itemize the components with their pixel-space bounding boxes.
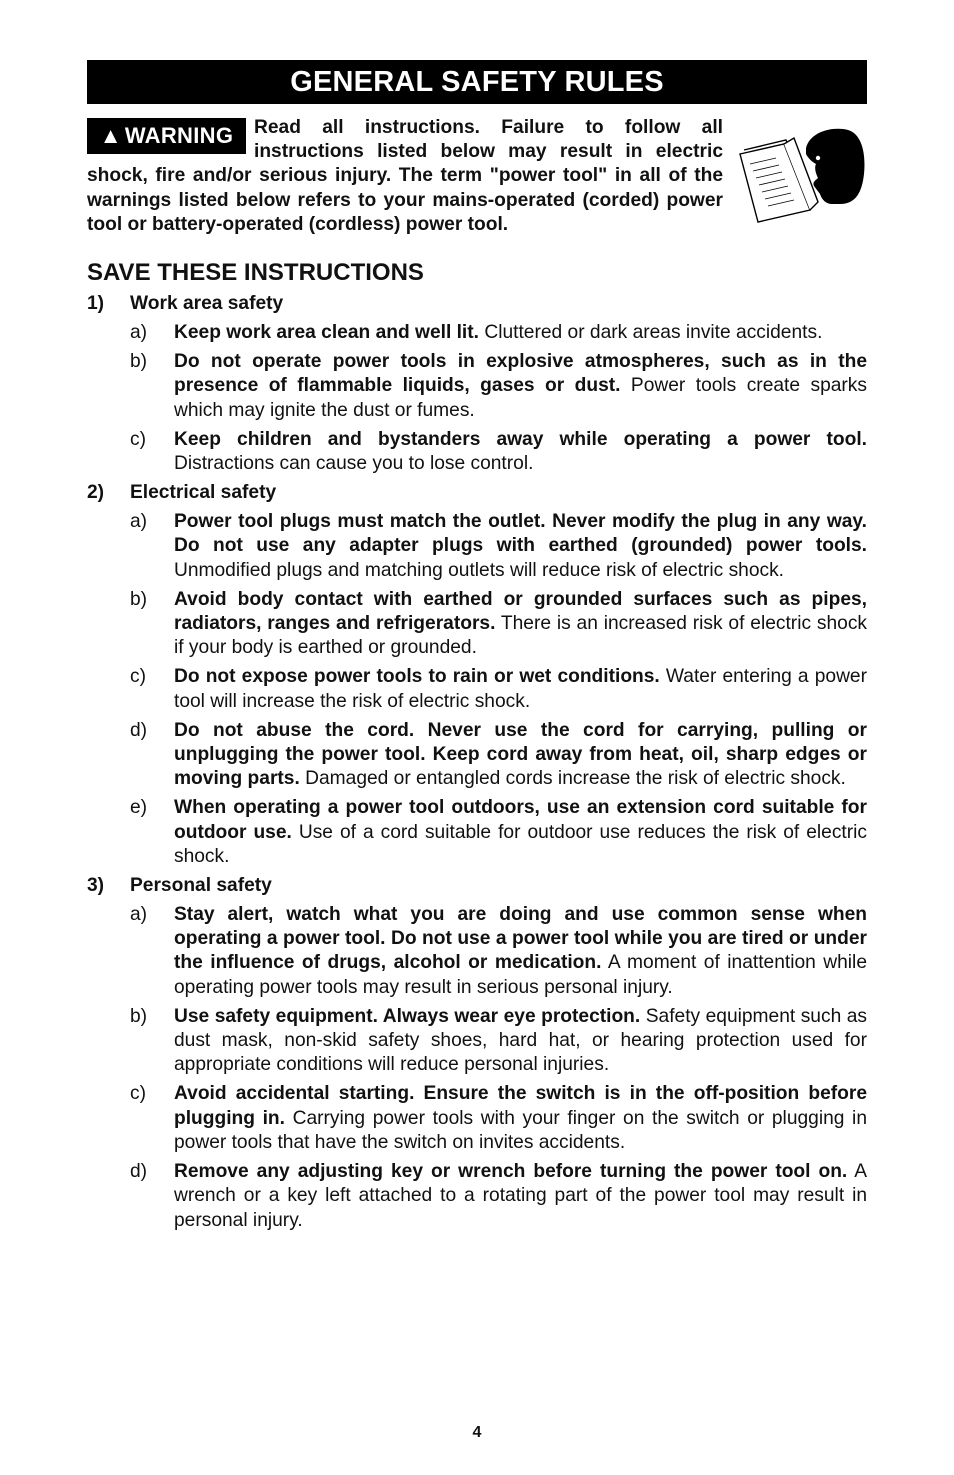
rule-item bbox=[87, 903, 867, 1000]
rule-item bbox=[87, 428, 867, 476]
rule-bold-text: Keep children and bystanders away while operating a power tool. bbox=[174, 428, 867, 450]
rule-letter: c) bbox=[130, 1083, 146, 1105]
rule-text bbox=[174, 1082, 867, 1155]
section-heading bbox=[87, 292, 867, 316]
rule-letter: a) bbox=[130, 904, 148, 926]
save-instructions-heading: SAVE THESE INSTRUCTIONS bbox=[87, 259, 424, 286]
rule-bold-text: Power tool plugs must match the outlet. Never modify the plug in any way. Do not use any adapter plugs with earthed (grounded) power tools. bbox=[174, 511, 867, 557]
section-number: 3) bbox=[87, 875, 105, 897]
rule-normal-text: There is an increased risk of electric shock if your body is earthed or grounded. bbox=[174, 613, 868, 659]
rule-bold-text: Do not operate power tools in explosive atmospheres, such as in the presence of flammable liquids, gases or dust. bbox=[174, 351, 867, 397]
rule-bold-text: Keep work area clean and well lit. bbox=[174, 322, 479, 343]
rule-normal-text: A wrench or a key left attached to a rotating part of the power tool may result in personal injury. bbox=[174, 1161, 868, 1231]
rule-item bbox=[87, 321, 867, 345]
warning-badge bbox=[87, 118, 246, 154]
rule-text bbox=[174, 719, 867, 792]
section-number: 1) bbox=[87, 293, 105, 314]
rule-normal-text: Cluttered or dark areas invite accidents. bbox=[479, 322, 823, 343]
section-heading bbox=[87, 481, 867, 505]
rule-text bbox=[174, 796, 867, 869]
section-title: Personal safety bbox=[130, 875, 272, 897]
rule-letter: d) bbox=[130, 719, 148, 741]
rule-item bbox=[87, 719, 867, 792]
rule-item bbox=[87, 510, 867, 583]
rule-letter: c) bbox=[130, 428, 146, 450]
rule-item bbox=[87, 350, 867, 423]
rule-text bbox=[174, 1160, 867, 1233]
rule-normal-text: Unmodified plugs and matching outlets will reduce risk of electric shock. bbox=[174, 559, 785, 581]
section-number: 2) bbox=[87, 482, 105, 504]
rule-item bbox=[87, 1160, 867, 1233]
rule-normal-text: Power tools create sparks which may ignite the dust or fumes. bbox=[174, 375, 867, 421]
rule-normal-text: Carrying power tools with your finger on the switch or plugging in power tools that have the switch on invites accidents. bbox=[174, 1107, 867, 1153]
rule-item bbox=[87, 1005, 867, 1078]
rule-normal-text: A moment of inattention while operating power tools may result in serious personal injury. bbox=[174, 952, 867, 998]
rule-text bbox=[174, 1005, 867, 1078]
warning-label: WARNING bbox=[124, 122, 234, 148]
rule-letter: e) bbox=[130, 797, 148, 819]
rule-letter: d) bbox=[130, 1161, 148, 1183]
page-number: 4 bbox=[472, 1424, 482, 1441]
warning-block bbox=[87, 116, 723, 237]
rule-bold-text: Do not abuse the cord. Never use the cord for carrying, pulling or unplugging the power tool. Keep cord away from heat, oil, sharp edges or moving parts. bbox=[174, 719, 867, 790]
rule-normal-text: Damaged or entangled cords increase the risk of electric shock. bbox=[299, 768, 846, 790]
warning-triangle-icon: ▲ bbox=[99, 122, 122, 148]
rule-normal-text: Distractions can cause you to lose control. bbox=[174, 453, 534, 475]
section-heading bbox=[87, 874, 867, 898]
rule-text bbox=[174, 588, 867, 661]
rule-item bbox=[87, 665, 867, 713]
rule-text bbox=[174, 510, 867, 583]
rule-normal-text: Water entering a power tool will increase the risk of electric shock. bbox=[174, 666, 867, 712]
rule-bold-text: Remove any adjusting key or wrench before turning the power tool on. bbox=[174, 1161, 848, 1183]
rule-letter: a) bbox=[130, 322, 148, 343]
rule-bold-text: Avoid accidental starting. Ensure the switch is in the off-position before plugging in. bbox=[174, 1083, 867, 1129]
rule-text bbox=[174, 321, 867, 345]
rule-text bbox=[174, 903, 867, 1000]
rule-text bbox=[174, 665, 867, 713]
rule-normal-text: Safety equipment such as dust mask, non-skid safety shoes, hard hat, or hearing protection used for appropriate conditions will reduce personal injuries. bbox=[174, 1005, 867, 1076]
rule-letter: b) bbox=[130, 588, 148, 610]
section-title: Electrical safety bbox=[130, 482, 277, 504]
rule-letter: a) bbox=[130, 511, 148, 533]
rule-item bbox=[87, 1082, 867, 1155]
rule-item bbox=[87, 796, 867, 869]
rule-bold-text: Avoid body contact with earthed or grounded surfaces such as pipes, radiators, ranges and refrigerators. bbox=[174, 588, 867, 635]
rule-letter: c) bbox=[130, 666, 146, 688]
rule-bold-text: When operating a power tool outdoors, use an extension cord suitable for outdoor use. bbox=[174, 797, 867, 843]
rule-bold-text: Use safety equipment. Always wear eye protection. bbox=[174, 1005, 641, 1027]
section-title: Work area safety bbox=[130, 293, 284, 314]
rule-letter: b) bbox=[130, 351, 148, 373]
rule-bold-text: Stay alert, watch what you are doing and use common sense when operating a power tool. Do not use a power tool while you are tired or under the influence of drugs, alcohol or medication. bbox=[174, 904, 867, 974]
rule-bold-text: Do not expose power tools to rain or wet conditions. bbox=[174, 666, 660, 688]
rule-letter: b) bbox=[130, 1005, 148, 1027]
rule-normal-text: Use of a cord suitable for outdoor use reduces the risk of electric shock. bbox=[174, 821, 868, 867]
page-title: GENERAL SAFETY RULES bbox=[87, 60, 867, 104]
read-manual-icon bbox=[736, 124, 866, 224]
warning-text: Read all instructions. Failure to follow all instructions listed below may result in electric shock, fire and/or serious injury. The term "power tool" in all of the warnings listed below refers to your mains-operated (corded) power tool or battery-operated (cordless) power tool. bbox=[87, 117, 723, 235]
safety-rules-list bbox=[87, 292, 867, 1238]
rule-text bbox=[174, 428, 867, 476]
rule-text bbox=[174, 350, 867, 423]
rule-item bbox=[87, 588, 867, 661]
